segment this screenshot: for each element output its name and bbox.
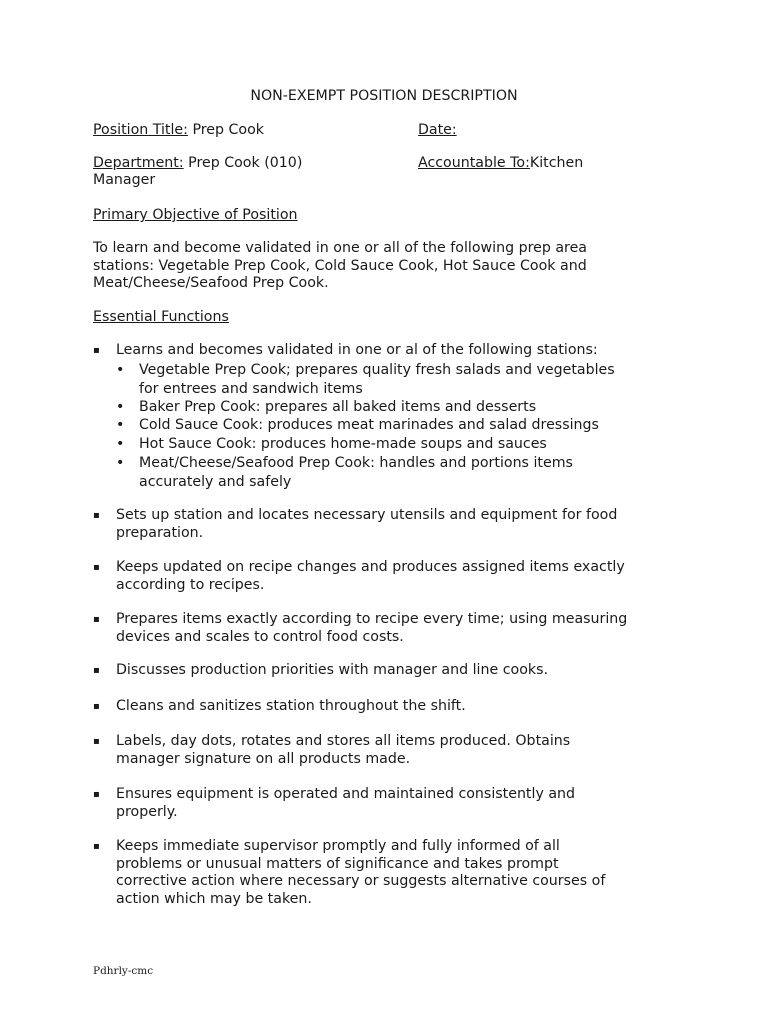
department-label: Department: [93,155,184,171]
accountable-value: Kitchen [529,155,584,171]
item-line: Hot Sauce Cook: produces home-made soups and sauces [139,436,547,452]
functions-heading: Essential Functions [93,309,229,325]
item-text [116,733,686,768]
item-line: accurately and safely [139,473,292,490]
item-line: problems or unusual matters of significance and takes prompt [116,855,559,872]
item-text [116,662,686,680]
date-row [418,121,457,139]
item-line: Ensures equipment is operated and maintained consistently and [116,786,576,802]
item-line: Labels, day dots, rotates and stores all items produced. Obtains [116,733,571,749]
item-text [116,786,686,821]
position-title-value: Prep Cook [187,122,265,138]
item-line: Sets up station and locates necessary utensils and equipment for food [116,507,618,523]
item-line: properly. [116,803,178,820]
item-line: preparation. [116,524,204,541]
round-bullet-icon: • [116,399,125,415]
item-text [116,698,686,716]
item-text [116,342,686,360]
accountable-row [418,154,583,172]
item-line: Keeps updated on recipe changes and produces assigned items exactly [116,559,625,575]
objective-line: Meat/Cheese/Seafood Prep Cook. [93,275,329,291]
item-line: for entrees and sandwich items [139,380,363,397]
square-bullet-icon: ▪ [93,345,100,356]
round-bullet-icon: • [116,362,125,378]
square-bullet-icon: ▪ [93,614,100,625]
round-bullet-icon: • [116,436,125,452]
item-text [139,435,669,454]
department-row [93,154,302,172]
square-bullet-icon: ▪ [93,665,100,676]
accountable-value-continued: Manager [93,172,156,188]
document-title: NON-EXEMPT POSITION DESCRIPTION [250,88,518,104]
item-line: Cold Sauce Cook: produces meat marinades and salad dressings [139,417,599,433]
footer-code: Pdhrly-cmc [93,965,154,977]
item-line: Keeps immediate supervisor promptly and fully informed of all [116,838,560,854]
item-line: Vegetable Prep Cook; prepares quality fresh salads and vegetables [139,362,615,378]
square-bullet-icon: ▪ [93,562,100,573]
item-text [116,507,686,542]
square-bullet-icon: ▪ [93,789,100,800]
item-line: according to recipes. [116,576,265,593]
square-bullet-icon: ▪ [93,841,100,852]
position-title-row [93,121,264,139]
item-text [139,361,669,398]
item-line: Baker Prep Cook: prepares all baked items and desserts [139,399,537,415]
position-title-label: Position Title: [93,122,188,138]
square-bullet-icon: ▪ [93,510,100,521]
item-line: Meat/Cheese/Seafood Prep Cook: handles and portions items [139,455,573,471]
round-bullet-icon: • [116,455,125,471]
square-bullet-icon: ▪ [93,736,100,747]
item-line: devices and scales to control food costs. [116,628,404,645]
item-line: Prepares items exactly according to recipe every time; using measuring [116,611,628,627]
objective-line: To learn and become validated in one or all of the following prep area [93,240,587,256]
round-bullet-icon: • [116,417,125,433]
date-label: Date: [418,122,457,138]
item-line: Cleans and sanitizes station throughout the shift. [116,698,466,714]
square-bullet-icon: ▪ [93,701,100,712]
item-text [116,838,686,908]
item-text [116,559,686,594]
accountable-label: Accountable To: [418,155,530,171]
item-line: action which may be taken. [116,890,312,907]
item-line: Learns and becomes validated in one or al of the following stations: [116,342,598,358]
item-text [139,398,669,417]
objective-paragraph [93,240,693,293]
item-text [139,416,669,435]
item-line: corrective action where necessary or suggests alternative courses of [116,873,606,889]
department-value: Prep Cook (010) [183,155,303,171]
item-line: manager signature on all products made. [116,750,411,767]
objective-line: stations: Vegetable Prep Cook, Cold Sauce Cook, Hot Sauce Cook and [93,257,587,274]
item-text [116,611,686,646]
objective-heading: Primary Objective of Position [93,207,298,223]
item-text [139,454,669,491]
item-line: Discusses production priorities with manager and line cooks. [116,662,549,678]
